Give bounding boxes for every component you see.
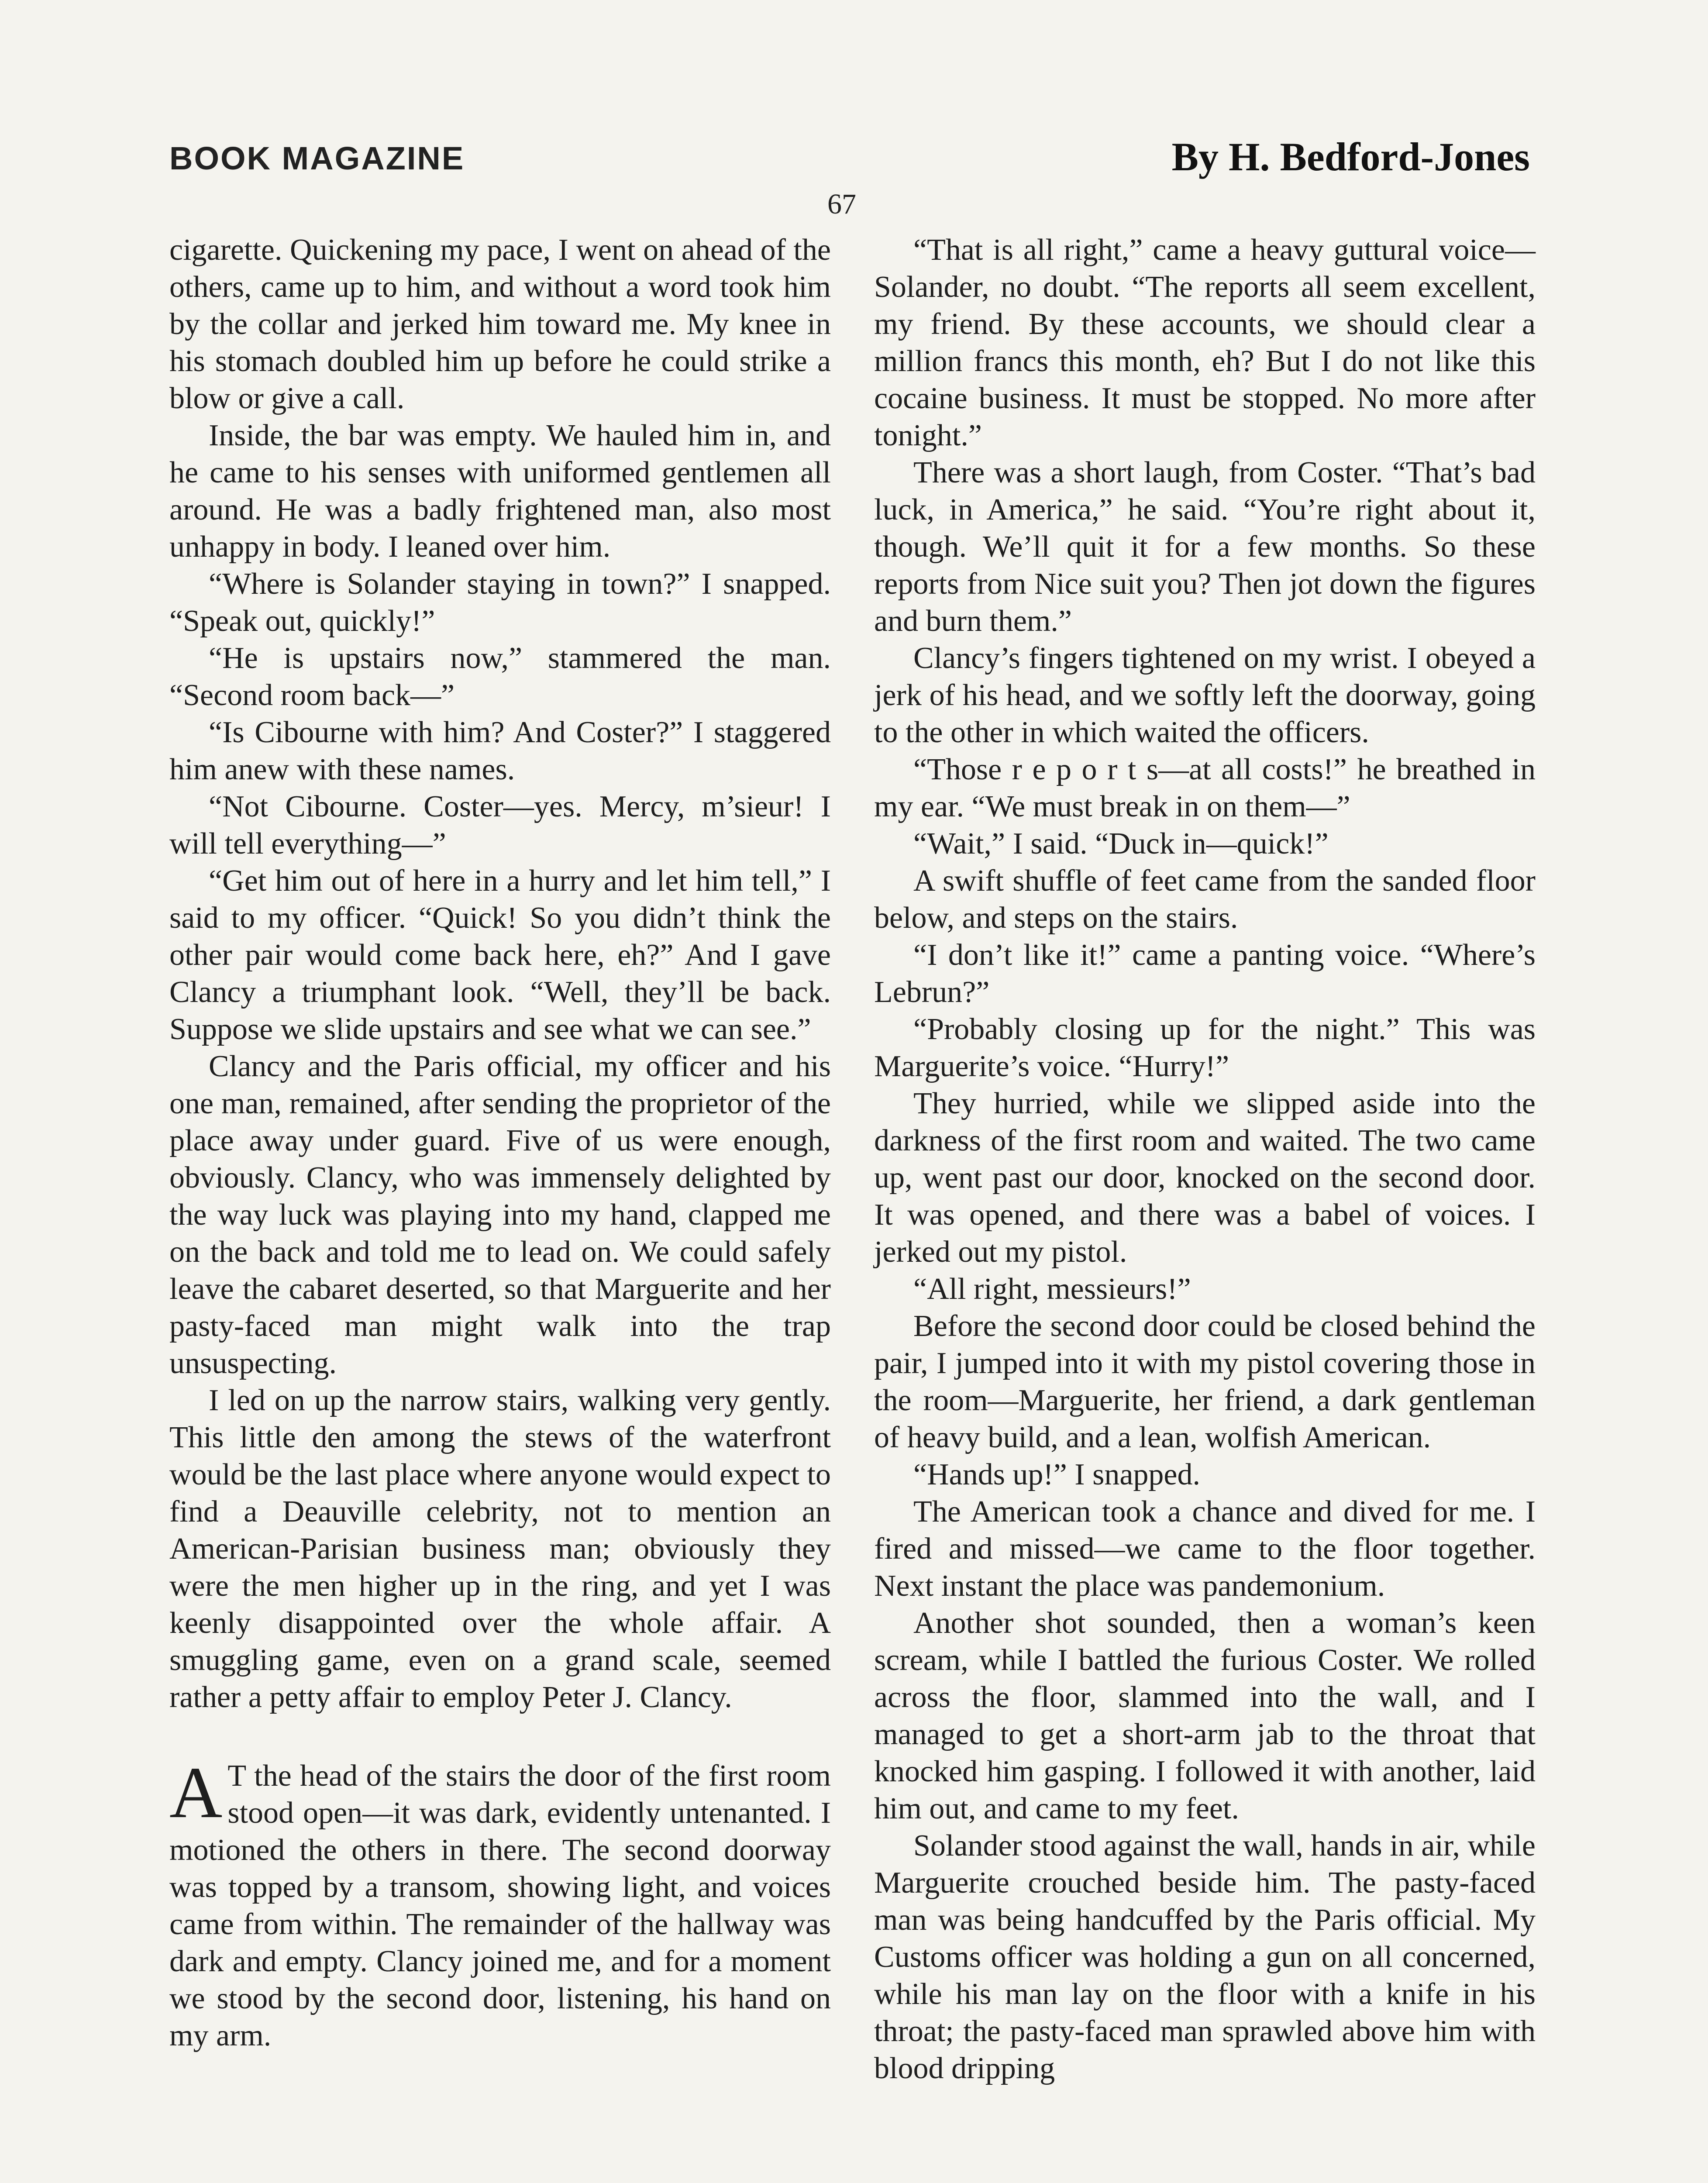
paragraph: There was a short laugh, from Coster. “That’s bad luck, in America,” he said. “You’re right about it, though. We’ll quit it for a few months. So these reports from Nice suit you? Then jot down the figures and burn them.” xyxy=(874,456,1536,638)
paragraph: “Hands up!” I snapped. xyxy=(913,1458,1201,1491)
paragraph: Solander stood against the wall, hands in air, while Marguerite crouched beside him. The pasty-faced man was being handcuffed by the Paris official. My Customs officer was holding a gun on all concerned, while his man lay on the floor with a knife in his throat; the pasty-faced man sprawled above him with blood dripping xyxy=(874,1829,1536,2085)
paragraph: “Probably closing up for the night.” This was Marguerite’s voice. “Hurry!” xyxy=(874,1012,1536,1083)
paragraph: Clancy and the Paris official, my officer and his one man, remained, after sending the proprietor of the place away under guard. Five of us were enough, obviously. Clancy, who was immensely delighted by the way luck was playing into my hand, clapped me on the back and told me to lead on. We could safely leave the cabaret deserted, so that Marguerite and her pasty-faced man might walk into the trap unsuspecting. xyxy=(169,1050,831,1380)
paragraph: “Not Cibourne. Coster—yes. Mercy, m’sieur! I will tell everything—” xyxy=(169,790,831,861)
paragraph: “I don’t like it!” came a panting voice. “Where’s Lebrun?” xyxy=(874,938,1536,1009)
paragraph: The American took a chance and dived for me. I fired and missed—we came to the floor together. Next instant the place was pandemonium. xyxy=(874,1495,1536,1603)
page-number: 67 xyxy=(827,188,856,220)
magazine-title: BOOK MAGAZINE xyxy=(169,140,465,176)
section-opening-text: T the head of the stairs the door of the first room stood open—it was dark, evidently untenanted. I motioned the others in there. The second doorway was topped by a transom, showing light, and voices came from within. The remainder of the hallway was dark and empty. Clancy joined me, and for a moment we stood by the second door, listening, his hand on my arm. xyxy=(169,1759,831,2052)
paragraph: Before the second door could be closed behind the pair, I jumped into it with my pistol covering those in the room—Marguerite, her friend, a dark gentleman of heavy build, and a lean, wolfish American. xyxy=(874,1309,1536,1454)
paragraph: “Get him out of here in a hurry and let him tell,” I said to my officer. “Quick! So you didn’t think the other pair would come back here, eh?” And I gave Clancy a triumphant look. “Well, they’ll be back. Suppose we slide upstairs and see what we can see.” xyxy=(169,864,831,1046)
paragraph: cigarette. Quickening my pace, I went on ahead of the others, came up to him, and without a word took him by the collar and jerked him toward me. My knee in his stomach doubled him up before he could strike a blow or give a call. xyxy=(169,233,831,415)
right-column xyxy=(874,231,1536,2087)
paragraph: “Is Cibourne with him? And Coster?” I staggered him anew with these names. xyxy=(169,716,831,786)
paragraph: “Those r e p o r t s—at all costs!” he breathed in my ear. “We must break in on them—” xyxy=(874,753,1536,823)
paragraph: A swift shuffle of feet came from the sanded floor below, and steps on the stairs. xyxy=(874,864,1536,935)
paragraph: “He is upstairs now,” stammered the man. “Second room back—” xyxy=(169,641,831,712)
paragraph: “All right, messieurs!” xyxy=(913,1272,1191,1306)
paragraph: “Wait,” I said. “Duck in—quick!” xyxy=(913,827,1329,861)
paragraph: “That is all right,” came a heavy guttural voice—Solander, no doubt. “The reports all seem excellent, my friend. By these accounts, we should clear a million francs this month, eh? But I do not like this cocaine business. It must be stopped. No more after tonight.” xyxy=(874,233,1536,452)
paragraph: Another shot sounded, then a woman’s keen scream, while I battled the furious Coster. We rolled across the floor, slammed into the wall, and I managed to get a short-arm jab to the throat that knocked him gasping. I followed it with another, laid him out, and came to my feet. xyxy=(874,1606,1536,1825)
paragraph: They hurried, while we slipped aside into the darkness of the first room and waited. The two came up, went past our door, knocked on the second door. It was opened, and there was a babel of voices. I jerked out my pistol. xyxy=(874,1087,1536,1269)
left-column xyxy=(169,231,831,2054)
paragraph: Inside, the bar was empty. We hauled him in, and he came to his senses with uniformed gentlemen all around. He was a badly frightened man, also most unhappy in body. I leaned over him. xyxy=(169,419,831,564)
section-opening-paragraph xyxy=(169,1752,831,2054)
paragraph: “Where is Solander staying in town?” I snapped. “Speak out, quickly!” xyxy=(169,567,831,638)
paragraph: I led on up the narrow stairs, walking very gently. This little den among the stews of the waterfront would be the last place where anyone would expect to find a Deauville celebrity, not to mention an American-Parisian business man; obviously they were the men higher up in the ring, and yet I was keenly disappointed over the whole affair. A smuggling game, even on a grand scale, seemed rather a petty affair to employ Peter J. Clancy. xyxy=(169,1384,831,1714)
drop-cap: A xyxy=(169,1752,223,1833)
paragraph: Clancy’s fingers tightened on my wrist. I obeyed a jerk of his head, and we softly left the doorway, going to the other in which waited the officers. xyxy=(874,641,1536,749)
author-byline: By H. Bedford-Jones xyxy=(1171,134,1530,179)
